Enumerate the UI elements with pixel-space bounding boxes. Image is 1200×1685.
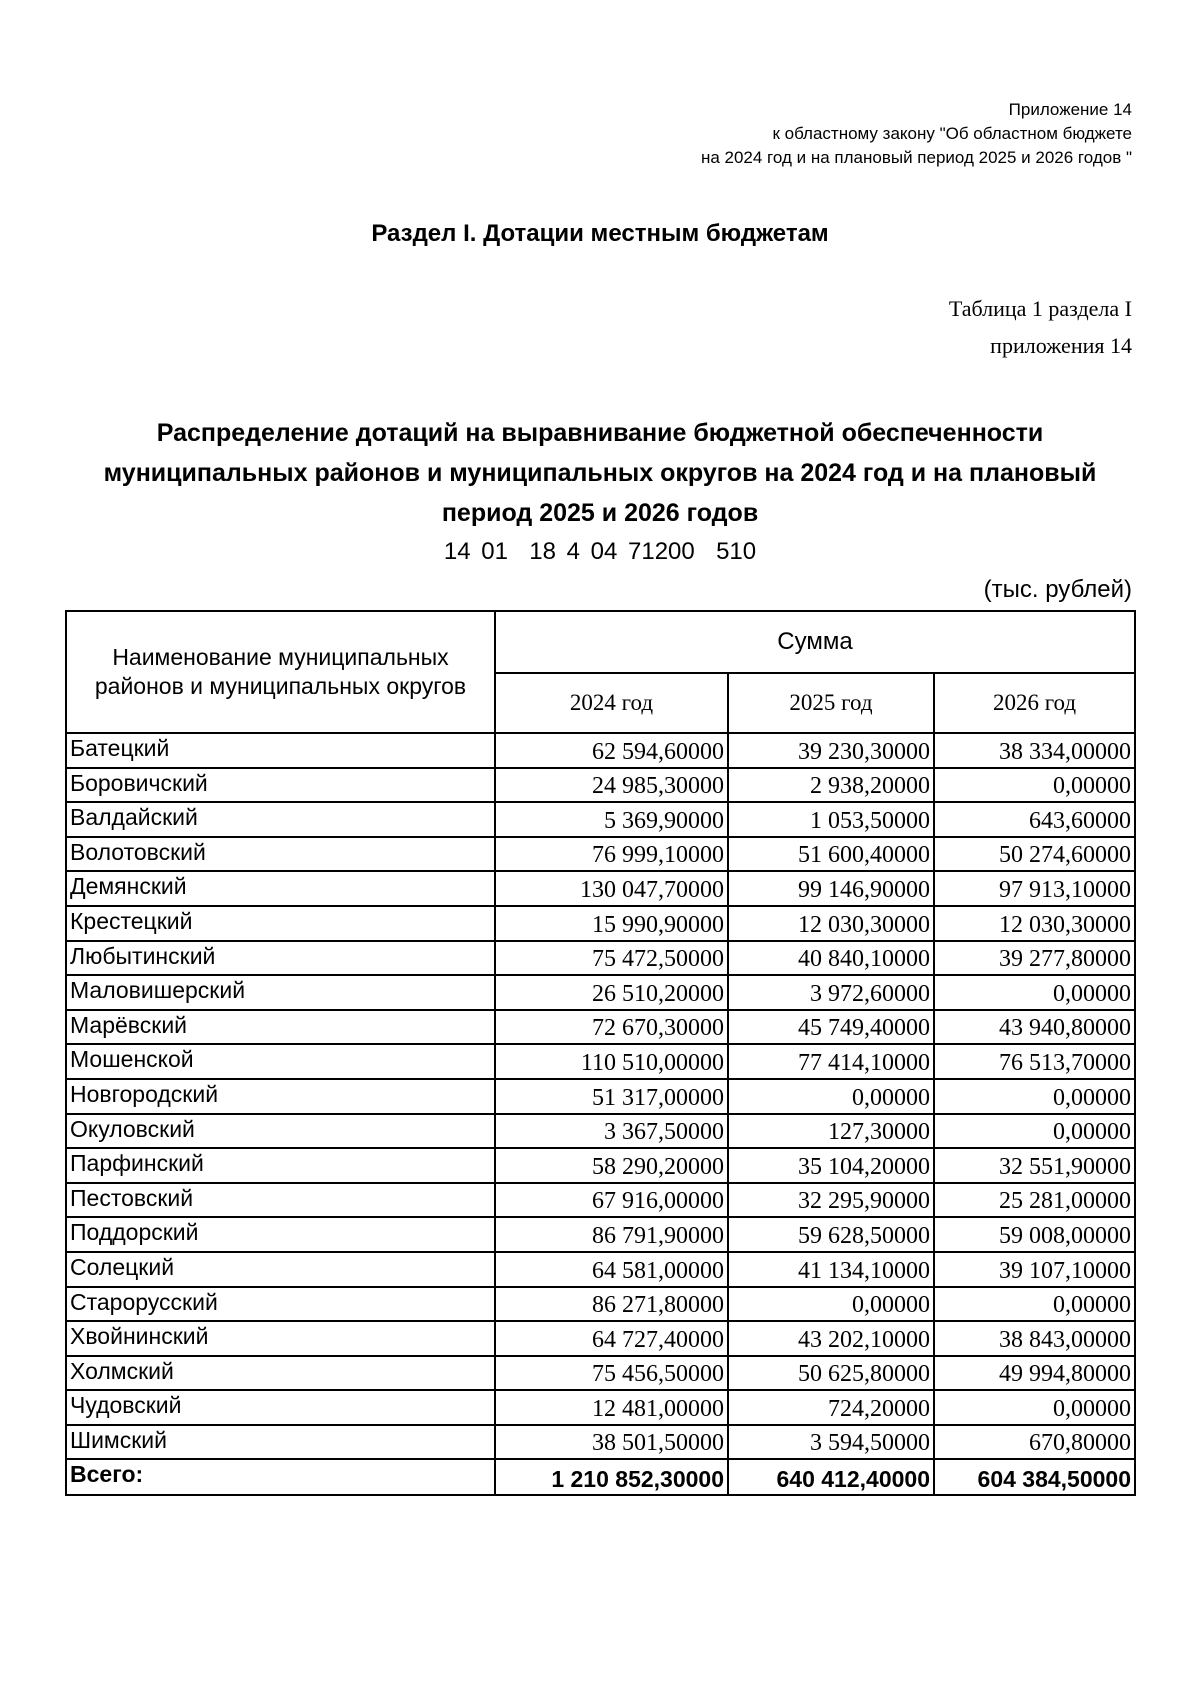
- table-row: [66, 1425, 1135, 1460]
- table-row: [66, 975, 1135, 1010]
- amount-2026: 49 994,80000: [934, 1356, 1135, 1391]
- amount-2026: 0,00000: [934, 1390, 1135, 1425]
- amount-2026: 38 334,00000: [934, 733, 1135, 768]
- amount-2025: 724,20000: [728, 1390, 934, 1425]
- amount-2025: 99 146,90000: [728, 871, 934, 906]
- header-sum: Сумма: [495, 611, 1135, 673]
- amount-2024: 110 510,00000: [495, 1044, 728, 1079]
- header-year-2026: 2026 год: [934, 673, 1135, 733]
- header-row: [66, 611, 1135, 673]
- amount-2024: 86 791,90000: [495, 1217, 728, 1252]
- amount-2024: 3 367,50000: [495, 1114, 728, 1149]
- table-ref-line-1: Таблица 1 раздела I: [948, 296, 1132, 321]
- municipality-name: Мошенской: [66, 1044, 495, 1079]
- amount-2025: 127,30000: [728, 1114, 934, 1149]
- amount-2024: 51 317,00000: [495, 1079, 728, 1114]
- appendix-line-1: Приложение 14: [1008, 100, 1132, 119]
- amount-2025: 3 972,60000: [728, 975, 934, 1010]
- amount-2024: 72 670,30000: [495, 1010, 728, 1045]
- amount-2026: 50 274,60000: [934, 837, 1135, 872]
- table-row: [66, 1079, 1135, 1114]
- amount-2026: 0,00000: [934, 975, 1135, 1010]
- amount-2026: 604 384,50000: [934, 1459, 1135, 1495]
- amount-2025: 51 600,40000: [728, 837, 934, 872]
- table-row: [66, 837, 1135, 872]
- municipality-name: Всего:: [66, 1459, 495, 1495]
- amount-2026: 0,00000: [934, 1114, 1135, 1149]
- table-body: [66, 733, 1135, 1495]
- amount-2026: 0,00000: [934, 1079, 1135, 1114]
- amount-2025: 35 104,20000: [728, 1148, 934, 1183]
- amount-2024: 62 594,60000: [495, 733, 728, 768]
- amount-2024: 76 999,10000: [495, 837, 728, 872]
- amount-2026: 59 008,00000: [934, 1217, 1135, 1252]
- table-row: [66, 802, 1135, 837]
- table-row: [66, 1390, 1135, 1425]
- amount-2026: 39 277,80000: [934, 941, 1135, 976]
- document-title: [60, 413, 1140, 533]
- amount-2025: 0,00000: [728, 1287, 934, 1322]
- municipality-name: Шимский: [66, 1425, 495, 1460]
- amount-2025: 50 625,80000: [728, 1356, 934, 1391]
- amount-2025: 12 030,30000: [728, 906, 934, 941]
- amount-2025: 39 230,30000: [728, 733, 934, 768]
- amount-2024: 1 210 852,30000: [495, 1459, 728, 1495]
- table-row: [66, 1114, 1135, 1149]
- table-row: [66, 871, 1135, 906]
- section-title: Раздел I. Дотации местным бюджетам: [371, 220, 829, 247]
- table-row: [66, 941, 1135, 976]
- amount-2024: 5 369,90000: [495, 802, 728, 837]
- amount-2024: 75 472,50000: [495, 941, 728, 976]
- amount-2026: 670,80000: [934, 1425, 1135, 1460]
- amount-2025: 59 628,50000: [728, 1217, 934, 1252]
- municipality-name: Чудовский: [66, 1390, 495, 1425]
- municipality-name: Боровичский: [66, 768, 495, 803]
- amount-2024: 67 916,00000: [495, 1183, 728, 1218]
- amount-2026: 0,00000: [934, 768, 1135, 803]
- municipality-name: Волотовский: [66, 837, 495, 872]
- amount-2024: 130 047,70000: [495, 871, 728, 906]
- table-row: [66, 906, 1135, 941]
- amount-2025: 77 414,10000: [728, 1044, 934, 1079]
- table-row: [66, 768, 1135, 803]
- amount-2024: 38 501,50000: [495, 1425, 728, 1460]
- amount-2026: 643,60000: [934, 802, 1135, 837]
- municipality-name: Поддорский: [66, 1217, 495, 1252]
- amount-2026: 0,00000: [934, 1287, 1135, 1322]
- table-header: [66, 611, 1135, 733]
- municipality-name: Окуловский: [66, 1114, 495, 1149]
- header-year-2024: 2024 год: [495, 673, 728, 733]
- amount-2026: 39 107,10000: [934, 1252, 1135, 1287]
- amount-2024: 24 985,30000: [495, 768, 728, 803]
- total-row: [66, 1459, 1135, 1495]
- municipality-name: Старорусский: [66, 1287, 495, 1322]
- table-reference: [949, 290, 1132, 364]
- table-row: [66, 1321, 1135, 1356]
- municipality-name: Пестовский: [66, 1183, 495, 1218]
- amount-2025: 41 134,10000: [728, 1252, 934, 1287]
- amount-2026: 12 030,30000: [934, 906, 1135, 941]
- municipality-name: Марёвский: [66, 1010, 495, 1045]
- table-row: [66, 1252, 1135, 1287]
- amount-2024: 64 581,00000: [495, 1252, 728, 1287]
- header-year-2025: 2025 год: [728, 673, 934, 733]
- municipality-name: Валдайский: [66, 802, 495, 837]
- amount-2025: 640 412,40000: [728, 1459, 934, 1495]
- municipality-name: Батецкий: [66, 733, 495, 768]
- amount-2025: 43 202,10000: [728, 1321, 934, 1356]
- table-ref-line-2: приложения 14: [990, 333, 1132, 358]
- municipality-name: Маловишерский: [66, 975, 495, 1010]
- amount-2026: 25 281,00000: [934, 1183, 1135, 1218]
- amount-2024: 12 481,00000: [495, 1390, 728, 1425]
- table-row: [66, 1010, 1135, 1045]
- budget-table: [65, 610, 1136, 1496]
- amount-2025: 32 295,90000: [728, 1183, 934, 1218]
- title-line-2: муниципальных районов и муниципальных округов на 2024 год и на плановый: [103, 459, 1097, 487]
- amount-2026: 43 940,80000: [934, 1010, 1135, 1045]
- municipality-name: Хвойнинский: [66, 1321, 495, 1356]
- table-row: [66, 733, 1135, 768]
- table-row: [66, 1183, 1135, 1218]
- amount-2024: 64 727,40000: [495, 1321, 728, 1356]
- appendix-line-3: на 2024 год и на плановый период 2025 и 2026 годов ": [700, 148, 1132, 167]
- amount-2026: 38 843,00000: [934, 1321, 1135, 1356]
- amount-2024: 86 271,80000: [495, 1287, 728, 1322]
- amount-2026: 76 513,70000: [934, 1044, 1135, 1079]
- municipality-name: Любытинский: [66, 941, 495, 976]
- title-line-1: Распределение дотаций на выравнивание бюджетной обеспеченности: [156, 419, 1044, 447]
- amount-2026: 97 913,10000: [934, 871, 1135, 906]
- amount-2025: 0,00000: [728, 1079, 934, 1114]
- amount-2024: 75 456,50000: [495, 1356, 728, 1391]
- amount-2026: 32 551,90000: [934, 1148, 1135, 1183]
- table-row: [66, 1148, 1135, 1183]
- budget-code: 14 01 18 4 04 71200 510: [443, 538, 757, 565]
- municipality-name: Парфинский: [66, 1148, 495, 1183]
- appendix-reference: [701, 98, 1132, 170]
- table-row: [66, 1044, 1135, 1079]
- amount-2025: 45 749,40000: [728, 1010, 934, 1045]
- amount-2025: 3 594,50000: [728, 1425, 934, 1460]
- table-row: [66, 1356, 1135, 1391]
- table-row: [66, 1217, 1135, 1252]
- municipality-name: Крестецкий: [66, 906, 495, 941]
- municipality-name: Демянский: [66, 871, 495, 906]
- amount-2025: 2 938,20000: [728, 768, 934, 803]
- municipality-name: Солецкий: [66, 1252, 495, 1287]
- header-municipality: Наименование муниципальных районов и муниципальных округов: [66, 611, 495, 733]
- amount-2024: 15 990,90000: [495, 906, 728, 941]
- amount-2024: 26 510,20000: [495, 975, 728, 1010]
- municipality-name: Холмский: [66, 1356, 495, 1391]
- table-row: [66, 1287, 1135, 1322]
- amount-2025: 40 840,10000: [728, 941, 934, 976]
- municipality-name: Новгородский: [66, 1079, 495, 1114]
- amount-2025: 1 053,50000: [728, 802, 934, 837]
- units-label: (тыс. рублей): [983, 576, 1132, 603]
- amount-2024: 58 290,20000: [495, 1148, 728, 1183]
- appendix-line-2: к областному закону "Об областном бюджете: [772, 124, 1132, 143]
- title-line-3: период 2025 и 2026 годов: [441, 499, 759, 527]
